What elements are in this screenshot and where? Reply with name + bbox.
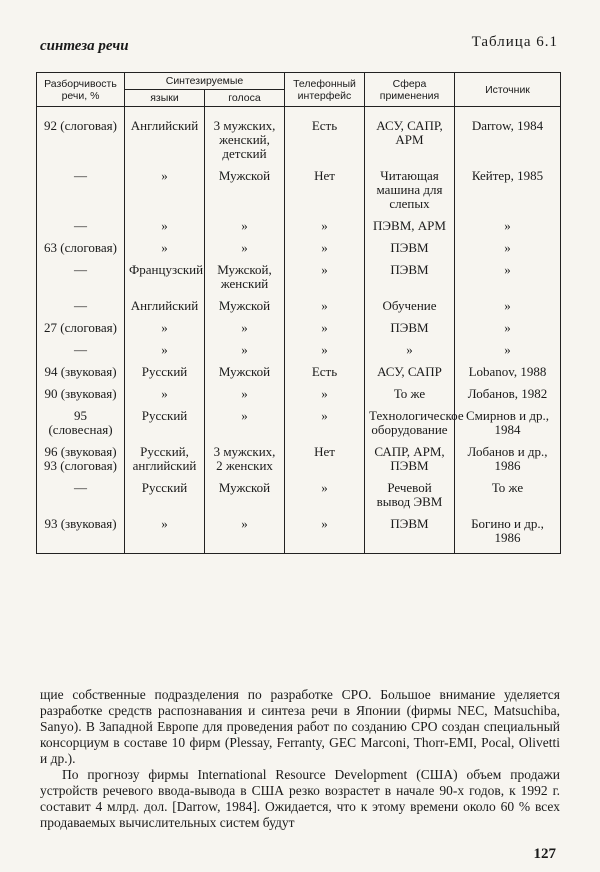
cell-intel: —: [37, 161, 125, 211]
cell-phone: »: [285, 379, 365, 401]
cell-intel: —: [37, 211, 125, 233]
cell-src: Богино и др., 1986: [455, 509, 561, 554]
cell-app: АСУ, САПР: [365, 357, 455, 379]
cell-app: »: [365, 335, 455, 357]
cell-src: »: [455, 313, 561, 335]
table-row: [37, 107, 561, 162]
cell-phone: »: [285, 255, 365, 291]
cell-lang: Английский: [125, 291, 205, 313]
col-voices: голоса: [205, 90, 285, 107]
cell-voice: 3 мужских, 2 женских: [205, 437, 285, 473]
page-number: 127: [533, 846, 556, 862]
table-row: [37, 255, 561, 291]
cell-lang: Русский: [125, 357, 205, 379]
cell-src: Lobanov, 1988: [455, 357, 561, 379]
col-application: Сфера применения: [365, 73, 455, 107]
cell-intel: —: [37, 291, 125, 313]
table-row: [37, 473, 561, 509]
cell-voice: »: [205, 233, 285, 255]
cell-lang: Английский: [125, 107, 205, 162]
cell-phone: Есть: [285, 357, 365, 379]
cell-app: САПР, АРМ, ПЭВМ: [365, 437, 455, 473]
cell-src: Darrow, 1984: [455, 107, 561, 162]
cell-app: ПЭВМ: [365, 509, 455, 554]
cell-lang: »: [125, 313, 205, 335]
cell-app: ПЭВМ: [365, 233, 455, 255]
table-row: [37, 233, 561, 255]
cell-phone: »: [285, 291, 365, 313]
cell-src: То же: [455, 473, 561, 509]
cell-app: ПЭВМ, АРМ: [365, 211, 455, 233]
running-header: синтеза речи: [40, 38, 129, 54]
cell-intel: —: [37, 255, 125, 291]
cell-app: ПЭВМ: [365, 313, 455, 335]
cell-voice: Мужской: [205, 357, 285, 379]
cell-lang: Французский: [125, 255, 205, 291]
cell-intel: 95 (словесная): [37, 401, 125, 437]
cell-intel: 63 (слоговая): [37, 233, 125, 255]
cell-src: »: [455, 211, 561, 233]
cell-voice: Мужской: [205, 473, 285, 509]
table-row: [37, 161, 561, 211]
col-phone: Телефонный интерфейс: [285, 73, 365, 107]
cell-phone: »: [285, 401, 365, 437]
cell-phone: »: [285, 509, 365, 554]
cell-phone: Нет: [285, 437, 365, 473]
cell-src: Кейтер, 1985: [455, 161, 561, 211]
cell-intel: 93 (звуковая): [37, 509, 125, 554]
cell-voice: 3 мужских, женский, детский: [205, 107, 285, 162]
col-synthesized: Синтезируемые: [125, 73, 285, 90]
cell-app: То же: [365, 379, 455, 401]
cell-lang: »: [125, 509, 205, 554]
cell-intel: 92 (слоговая): [37, 107, 125, 162]
cell-voice: »: [205, 379, 285, 401]
cell-phone: »: [285, 211, 365, 233]
cell-phone: »: [285, 473, 365, 509]
cell-lang: »: [125, 233, 205, 255]
cell-intel: 90 (звуковая): [37, 379, 125, 401]
cell-voice: Мужской: [205, 161, 285, 211]
cell-intel: 27 (слоговая): [37, 313, 125, 335]
cell-lang: »: [125, 161, 205, 211]
col-languages: языки: [125, 90, 205, 107]
cell-voice: »: [205, 401, 285, 437]
cell-phone: »: [285, 233, 365, 255]
cell-intel: —: [37, 335, 125, 357]
cell-app: Читающая машина для слепых: [365, 161, 455, 211]
cell-lang: Русский: [125, 401, 205, 437]
col-source: Источник: [455, 73, 561, 107]
cell-app: Обучение: [365, 291, 455, 313]
cell-src: »: [455, 291, 561, 313]
table-row: [37, 211, 561, 233]
cell-app: Речевой вывод ЭВМ: [365, 473, 455, 509]
cell-intel: 96 (звуковая) 93 (слоговая): [37, 437, 125, 473]
speech-synthesis-table: [36, 72, 561, 554]
paragraph: щие собственные подразделения по разработке СРО. Большое внимание уделяется разработке средств распознавания и синтеза речи в Японии (фирмы NEC, Matsuchiba, Sanyo). В Западной Европе для проведения работ по созданию СРО создан специальный консорциум в составе 10 фирм (Plessay, Ferranty, GEC Marconi, Thorr-EMI, Pocal, Olivetti и др.).: [40, 687, 560, 766]
cell-lang: »: [125, 211, 205, 233]
cell-src: »: [455, 255, 561, 291]
cell-lang: Русский, английский: [125, 437, 205, 473]
table-row: [37, 401, 561, 437]
cell-src: Смирнов и др., 1984: [455, 401, 561, 437]
table-row: [37, 291, 561, 313]
cell-voice: »: [205, 211, 285, 233]
cell-voice: »: [205, 509, 285, 554]
table-row: [37, 509, 561, 554]
table-row: [37, 313, 561, 335]
table-row: [37, 437, 561, 473]
cell-src: Лобанов и др., 1986: [455, 437, 561, 473]
cell-phone: »: [285, 313, 365, 335]
table-row: [37, 357, 561, 379]
cell-lang: »: [125, 379, 205, 401]
cell-intel: 94 (звуковая): [37, 357, 125, 379]
cell-voice: »: [205, 313, 285, 335]
cell-voice: Мужской, женский: [205, 255, 285, 291]
cell-app: АСУ, САПР, АРМ: [365, 107, 455, 162]
cell-voice: »: [205, 335, 285, 357]
table-row: [37, 335, 561, 357]
cell-phone: »: [285, 335, 365, 357]
cell-phone: Есть: [285, 107, 365, 162]
paragraph: По прогнозу фирмы International Resource Development (США) объем продажи устройств речевого ввода-вывода в США резко возрастет в начале 90-х годов, к 1992 г. составит 4 млрд. дол. [Darrow, 1984]. Ожидается, что к этому времени около 60 % всех продаваемых вычислительных систем будут: [40, 767, 560, 830]
cell-voice: Мужской: [205, 291, 285, 313]
body-text: [40, 687, 560, 831]
table-row: [37, 379, 561, 401]
cell-phone: Нет: [285, 161, 365, 211]
cell-src: »: [455, 233, 561, 255]
cell-src: »: [455, 335, 561, 357]
cell-src: Лобанов, 1982: [455, 379, 561, 401]
col-intelligibility: Разборчивость речи, %: [37, 73, 125, 107]
cell-app: Технологическое оборудование: [365, 401, 455, 437]
cell-intel: —: [37, 473, 125, 509]
cell-lang: »: [125, 335, 205, 357]
table-caption: Таблица 6.1: [471, 34, 558, 50]
cell-app: ПЭВМ: [365, 255, 455, 291]
cell-lang: Русский: [125, 473, 205, 509]
